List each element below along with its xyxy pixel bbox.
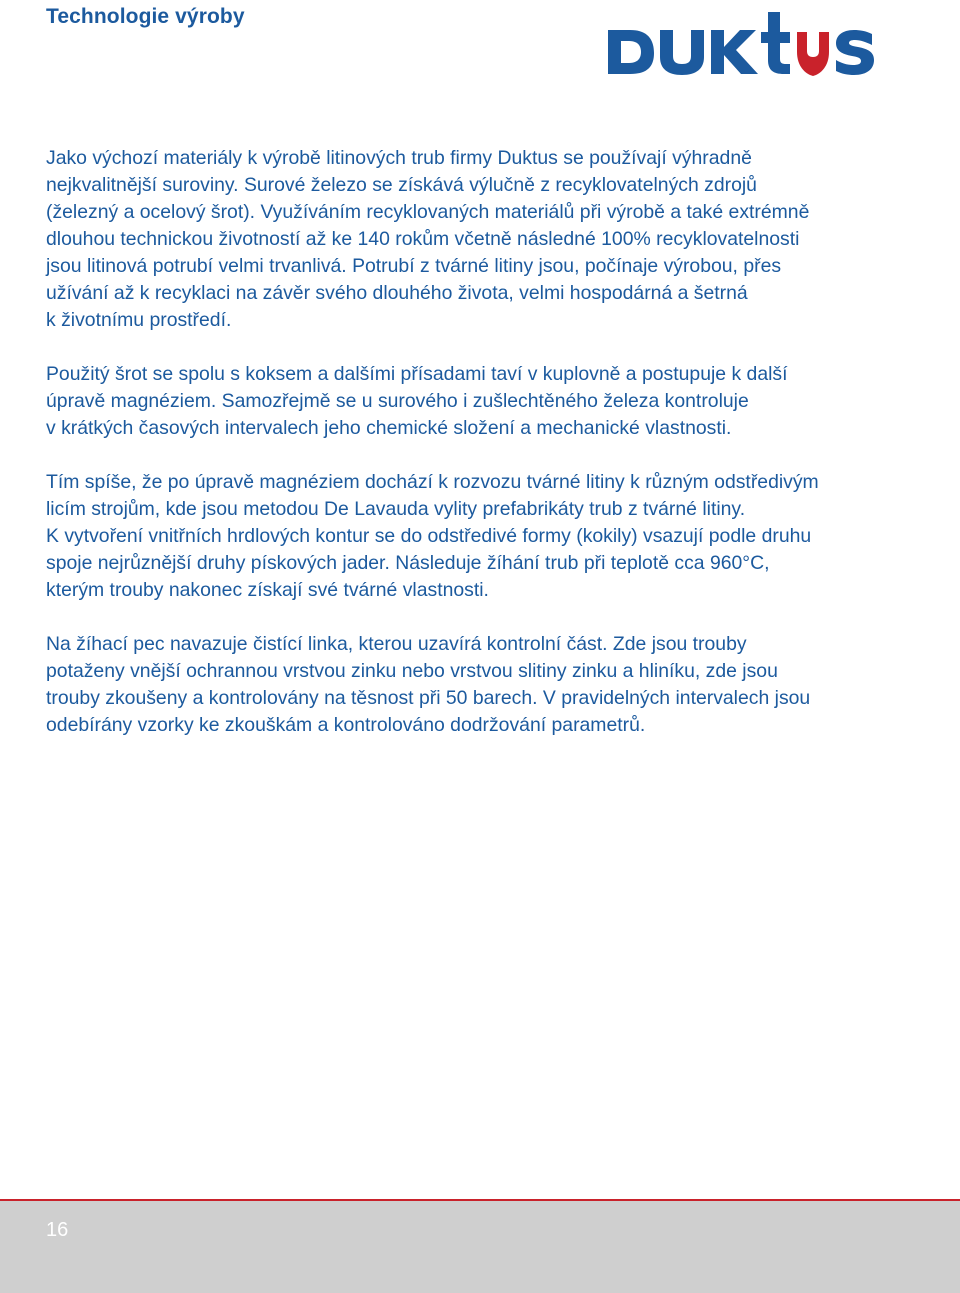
page-title: Technologie výroby xyxy=(46,5,245,28)
paragraph-casting: Tím spíše, že po úpravě magnéziem dochází k rozvozu tvárné litiny k různým odstředivým licím strojům, kde jsou metodou De Lavauda vylity prefabrikáty trub z tvárné litiny. K vytvoření vnitřních hrdlových kontur se do odstředivé formy (kokily) vsazují podle druhu spoje nejrůznější druhy pískových jader. Následuje žíhání trub při teplotě cca 960°C, kterým trouby nakonec získají své tvárné vlastnosti. xyxy=(46,471,819,601)
paragraph-finishing: Na žíhací pec navazuje čistící linka, kterou uzavírá kontrolní část. Zde jsou trouby potaženy vnější ochrannou vrstvou zinku nebo vrstvou slitiny zinku a hliníku, zde jsou trouby zkoušeny a kontrolovány na těsnost při 50 barech. V pravidelných intervalech jsou odebírány vzorky ke zkouškám a kontrolováno dodržování parametrů. xyxy=(46,633,811,736)
paragraph-materials: Jako výchozí materiály k výrobě litinových trub firmy Duktus se používají výhradně nejkvalitnější suroviny. Surové železo se získává výlučně z recyklovatelných zdrojů (železný a ocelový šrot). Využíváním recyklovaných materiálů při výrobě a také extrémně dlouhou technickou životností až ke 140 rokům včetně následné 100% recyklovatelnosti jsou litinová potrubí velmi trvanlivá. Potrubí z tvárné litiny jsou, počínaje výrobou, přes užívání až k recyklaci na závěr svého dlouhého života, velmi hospodárná a šetrná k životnímu prostředí. xyxy=(46,147,810,331)
page-footer xyxy=(0,1199,960,1293)
duktus-logo-graphic xyxy=(604,10,880,78)
paragraph-melting: Použitý šrot se spolu s koksem a dalšími přísadami taví v kuplovně a postupuje k další úpravě magnéziem. Samozřejmě se u surového i zušlechtěného železa kontroluje v krátkých časových intervalech jeho chemické složení a mechanické vlastnosti. xyxy=(46,363,788,439)
duktus-logo xyxy=(604,10,880,78)
page-number: 16 xyxy=(46,1219,69,1241)
main-content xyxy=(46,145,926,766)
